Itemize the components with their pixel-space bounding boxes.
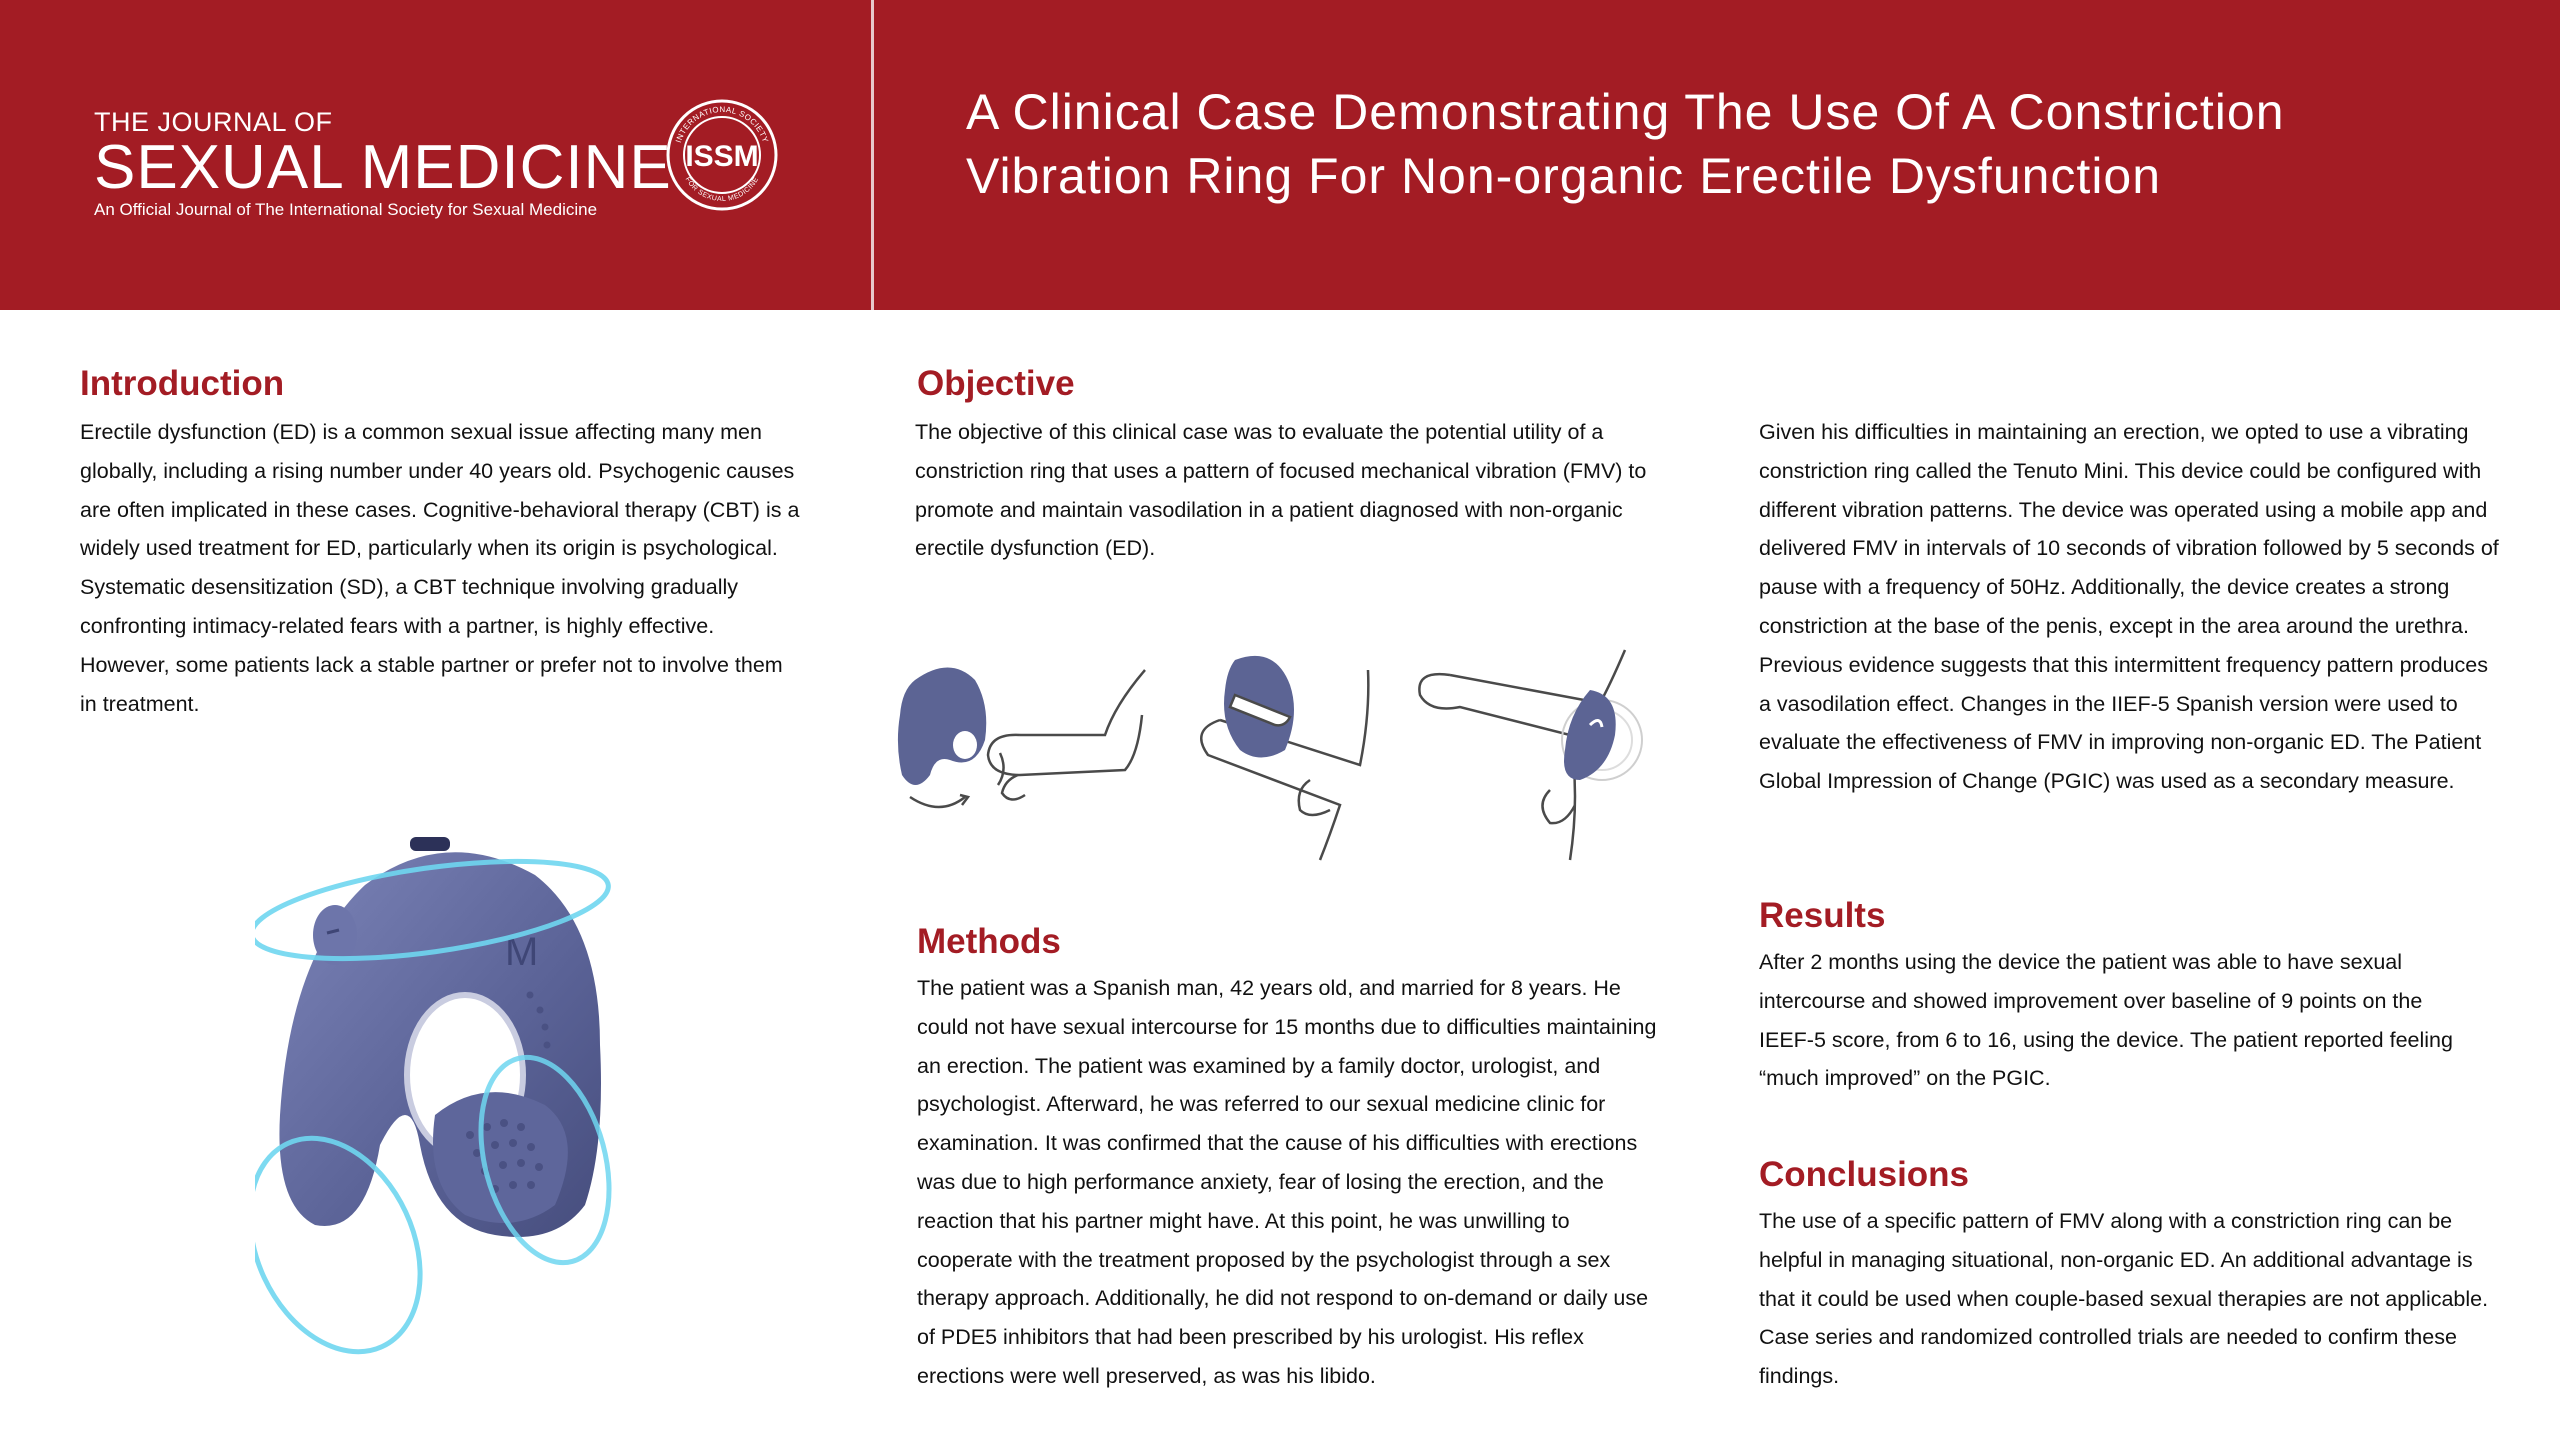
journal-name-line1: THE JOURNAL OF	[94, 107, 333, 137]
conclusions-body: The use of a specific pattern of FMV along with a constriction ring can be helpful in managing situational, non-organic ED. An additional advantage is that it could be used when couple-based sexual therapies are not applicable. Case series and randomized controlled trials are needed to confirm these findings.	[1759, 1209, 2489, 1389]
issm-seal-icon	[665, 98, 779, 212]
header-divider	[871, 0, 874, 310]
methods-body: The patient was a Spanish man, 42 years old, and married for 8 years. He could not have sexual intercourse for 15 months due to difficulties maintaining an erection. The patient was examined by a family doctor, urologist, and psychologist. Afterward, he was referred to our sexual medicine clinic for examination. It was confirmed that the cause of his difficulties with erections was due to high performance anxiety, fear of losing the erection, and the reaction that his partner might have. At this point, he was unwilling to cooperate with the treatment proposed by the psychologist through a sex therapy approach. Additionally, he did not respond to on-demand or daily use of PDE5 inhibitors that had been prescribed by his urologist. His reflex erections were well preserved, as was his libido.	[917, 976, 1657, 1388]
methods-continued-body: Given his difficulties in maintaining an erection, we opted to use a vibrating constriction ring called the Tenuto Mini. This device could be configured with different vibration patterns. The device was operated using a mobile app and delivered FMV in intervals of 10 seconds of vibration followed by 5 seconds of pause with a frequency of 50Hz. Additionally, the device creates a strong constriction at the base of the penis, except in the area around the urethra. Previous evidence suggests that this intermittent frequency pattern produces a vasodilation effect. Changes in the IIEF-5 Spanish version were used to evaluate the effectiveness of FMV in improving non-organic ED. The Patient Global Impression of Change (PGIC) was used as a secondary measure.	[1759, 420, 2499, 794]
poster-header	[0, 0, 2560, 310]
methods-heading: Methods	[917, 922, 1061, 961]
objective-heading: Objective	[917, 364, 1075, 403]
seal-text: ISSM	[685, 140, 759, 173]
results-body: After 2 months using the device the patient was able to have sexual intercourse and showed improvement over baseline of 9 points on the IEEF-5 score, from 6 to 16, using the device. The patient reported feeling “much improved” on the PGIC.	[1759, 950, 2453, 1091]
journal-logo	[94, 108, 672, 220]
seal-ring-bottom: FOR SEXUAL MEDICINE	[683, 176, 761, 204]
device-application-steps-diagram	[890, 645, 1670, 870]
results-heading: Results	[1759, 896, 1886, 935]
vibration-ring-device-illustration	[255, 815, 635, 1355]
objective-body: The objective of this clinical case was to evaluate the potential utility of a constriction ring that uses a pattern of focused mechanical vibration (FMV) to promote and maintain vasodilation in a patient diagnosed with non-organic erectile dysfunction (ED).	[915, 420, 1647, 561]
introduction-body: Erectile dysfunction (ED) is a common sexual issue affecting many men globally, including a rising number under 40 years old. Psychogenic causes are often implicated in these cases. Cognitive-behavioral therapy (CBT) is a widely used treatment for ED, particularly when its origin is psychological. Systematic desensitization (SD), a CBT technique involving gradually confronting intimacy-related fears with a partner, is highly effective. However, some patients lack a stable partner or prefer not to involve them in treatment.	[80, 420, 800, 716]
journal-tagline: An Official Journal of The International Society for Sexual Medicine	[94, 200, 598, 219]
journal-name-line2: SEXUAL MEDICINE	[94, 133, 672, 202]
poster-title: A Clinical Case Demonstrating The Use Of A Constriction Vibration Ring For Non-organic Erectile Dysfunction	[966, 84, 2285, 204]
device-logo-letter: M	[505, 930, 539, 974]
conclusions-heading: Conclusions	[1759, 1155, 1970, 1194]
seal-ring-top: INTERNATIONAL SOCIETY	[673, 104, 771, 144]
introduction-heading: Introduction	[80, 364, 285, 403]
svg-text:FOR SEXUAL MEDICINE	[684, 176, 761, 203]
